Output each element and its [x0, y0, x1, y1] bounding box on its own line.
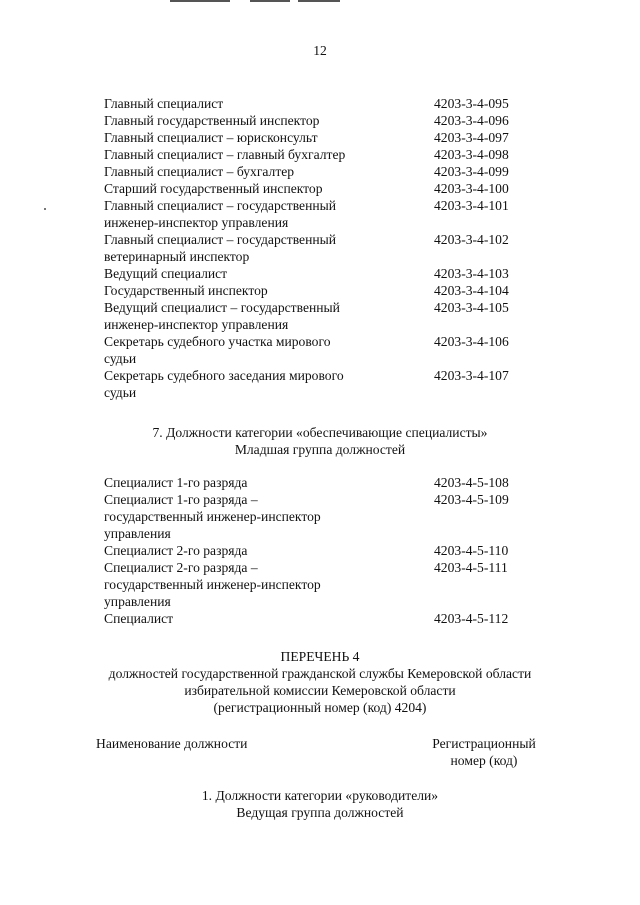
position-row: Специалист 2-го разряда 4203-4-5-110 — [104, 543, 509, 558]
position-row: Ведущий специалист 4203-3-4-103 — [104, 266, 509, 281]
column-header-code: Регистрационный номер (код) — [432, 736, 536, 768]
position-row: Секретарь судебного участка мирового судьи 4203-3-4-106 — [104, 334, 509, 366]
position-row: Специалист 1-го разряда 4203-4-5-108 — [104, 475, 509, 490]
position-row: Главный государственный инспектор 4203-3-4-096 — [104, 113, 509, 128]
position-row: Ведущий специалист – государственный инженер-инспектор управления 4203-3-4-105 — [104, 300, 509, 332]
page-number: 12 — [313, 43, 327, 58]
position-row: Главный специалист – бухгалтер 4203-3-4-099 — [104, 164, 509, 179]
scan-artifacts — [0, 0, 640, 3]
column-header-name: Наименование должности — [96, 736, 248, 751]
section-7-heading: 7. Должности категории «обеспечивающие специалисты» Младшая группа должностей — [152, 425, 488, 457]
section-1-heading: 1. Должности категории «руководители» Ведущая группа должностей — [201, 788, 439, 820]
position-row: Специалист 4203-4-5-112 — [104, 611, 509, 626]
position-row: Секретарь судебного заседания мирового судьи 4203-3-4-107 — [104, 368, 509, 400]
scan-speck — [44, 208, 46, 210]
position-row: Главный специалист – государственный инженер-инспектор управления 4203-3-4-101 — [104, 198, 509, 230]
list-4-heading: ПЕРЕЧЕНЬ 4 должностей государственной гражданской службы Кемеровской области избирательной комиссии Кемеровской области (регистрационный номер (код) 4204) — [0, 648, 640, 716]
position-row: Главный специалист – главный бухгалтер 4203-3-4-098 — [104, 147, 509, 162]
position-row: Главный специалист – государственный ветеринарный инспектор 4203-3-4-102 — [104, 232, 509, 264]
positions-list-a — [104, 95, 534, 401]
list-4-title: ПЕРЕЧЕНЬ 4 — [280, 649, 360, 664]
position-row: Главный специалист – юрисконсульт 4203-3-4-097 — [104, 130, 509, 145]
positions-list-b — [104, 474, 534, 627]
position-row: Специалист 2-го разряда – государственный инженер-инспектор управления 4203-4-5-111 — [104, 560, 508, 609]
position-row: Специалист 1-го разряда – государственный инженер-инспектор управления 4203-4-5-109 — [104, 492, 509, 541]
position-row: Старший государственный инспектор 4203-3-4-100 — [104, 181, 509, 196]
position-row: Главный специалист 4203-3-4-095 — [104, 96, 509, 111]
position-row: Государственный инспектор 4203-3-4-104 — [104, 283, 509, 298]
